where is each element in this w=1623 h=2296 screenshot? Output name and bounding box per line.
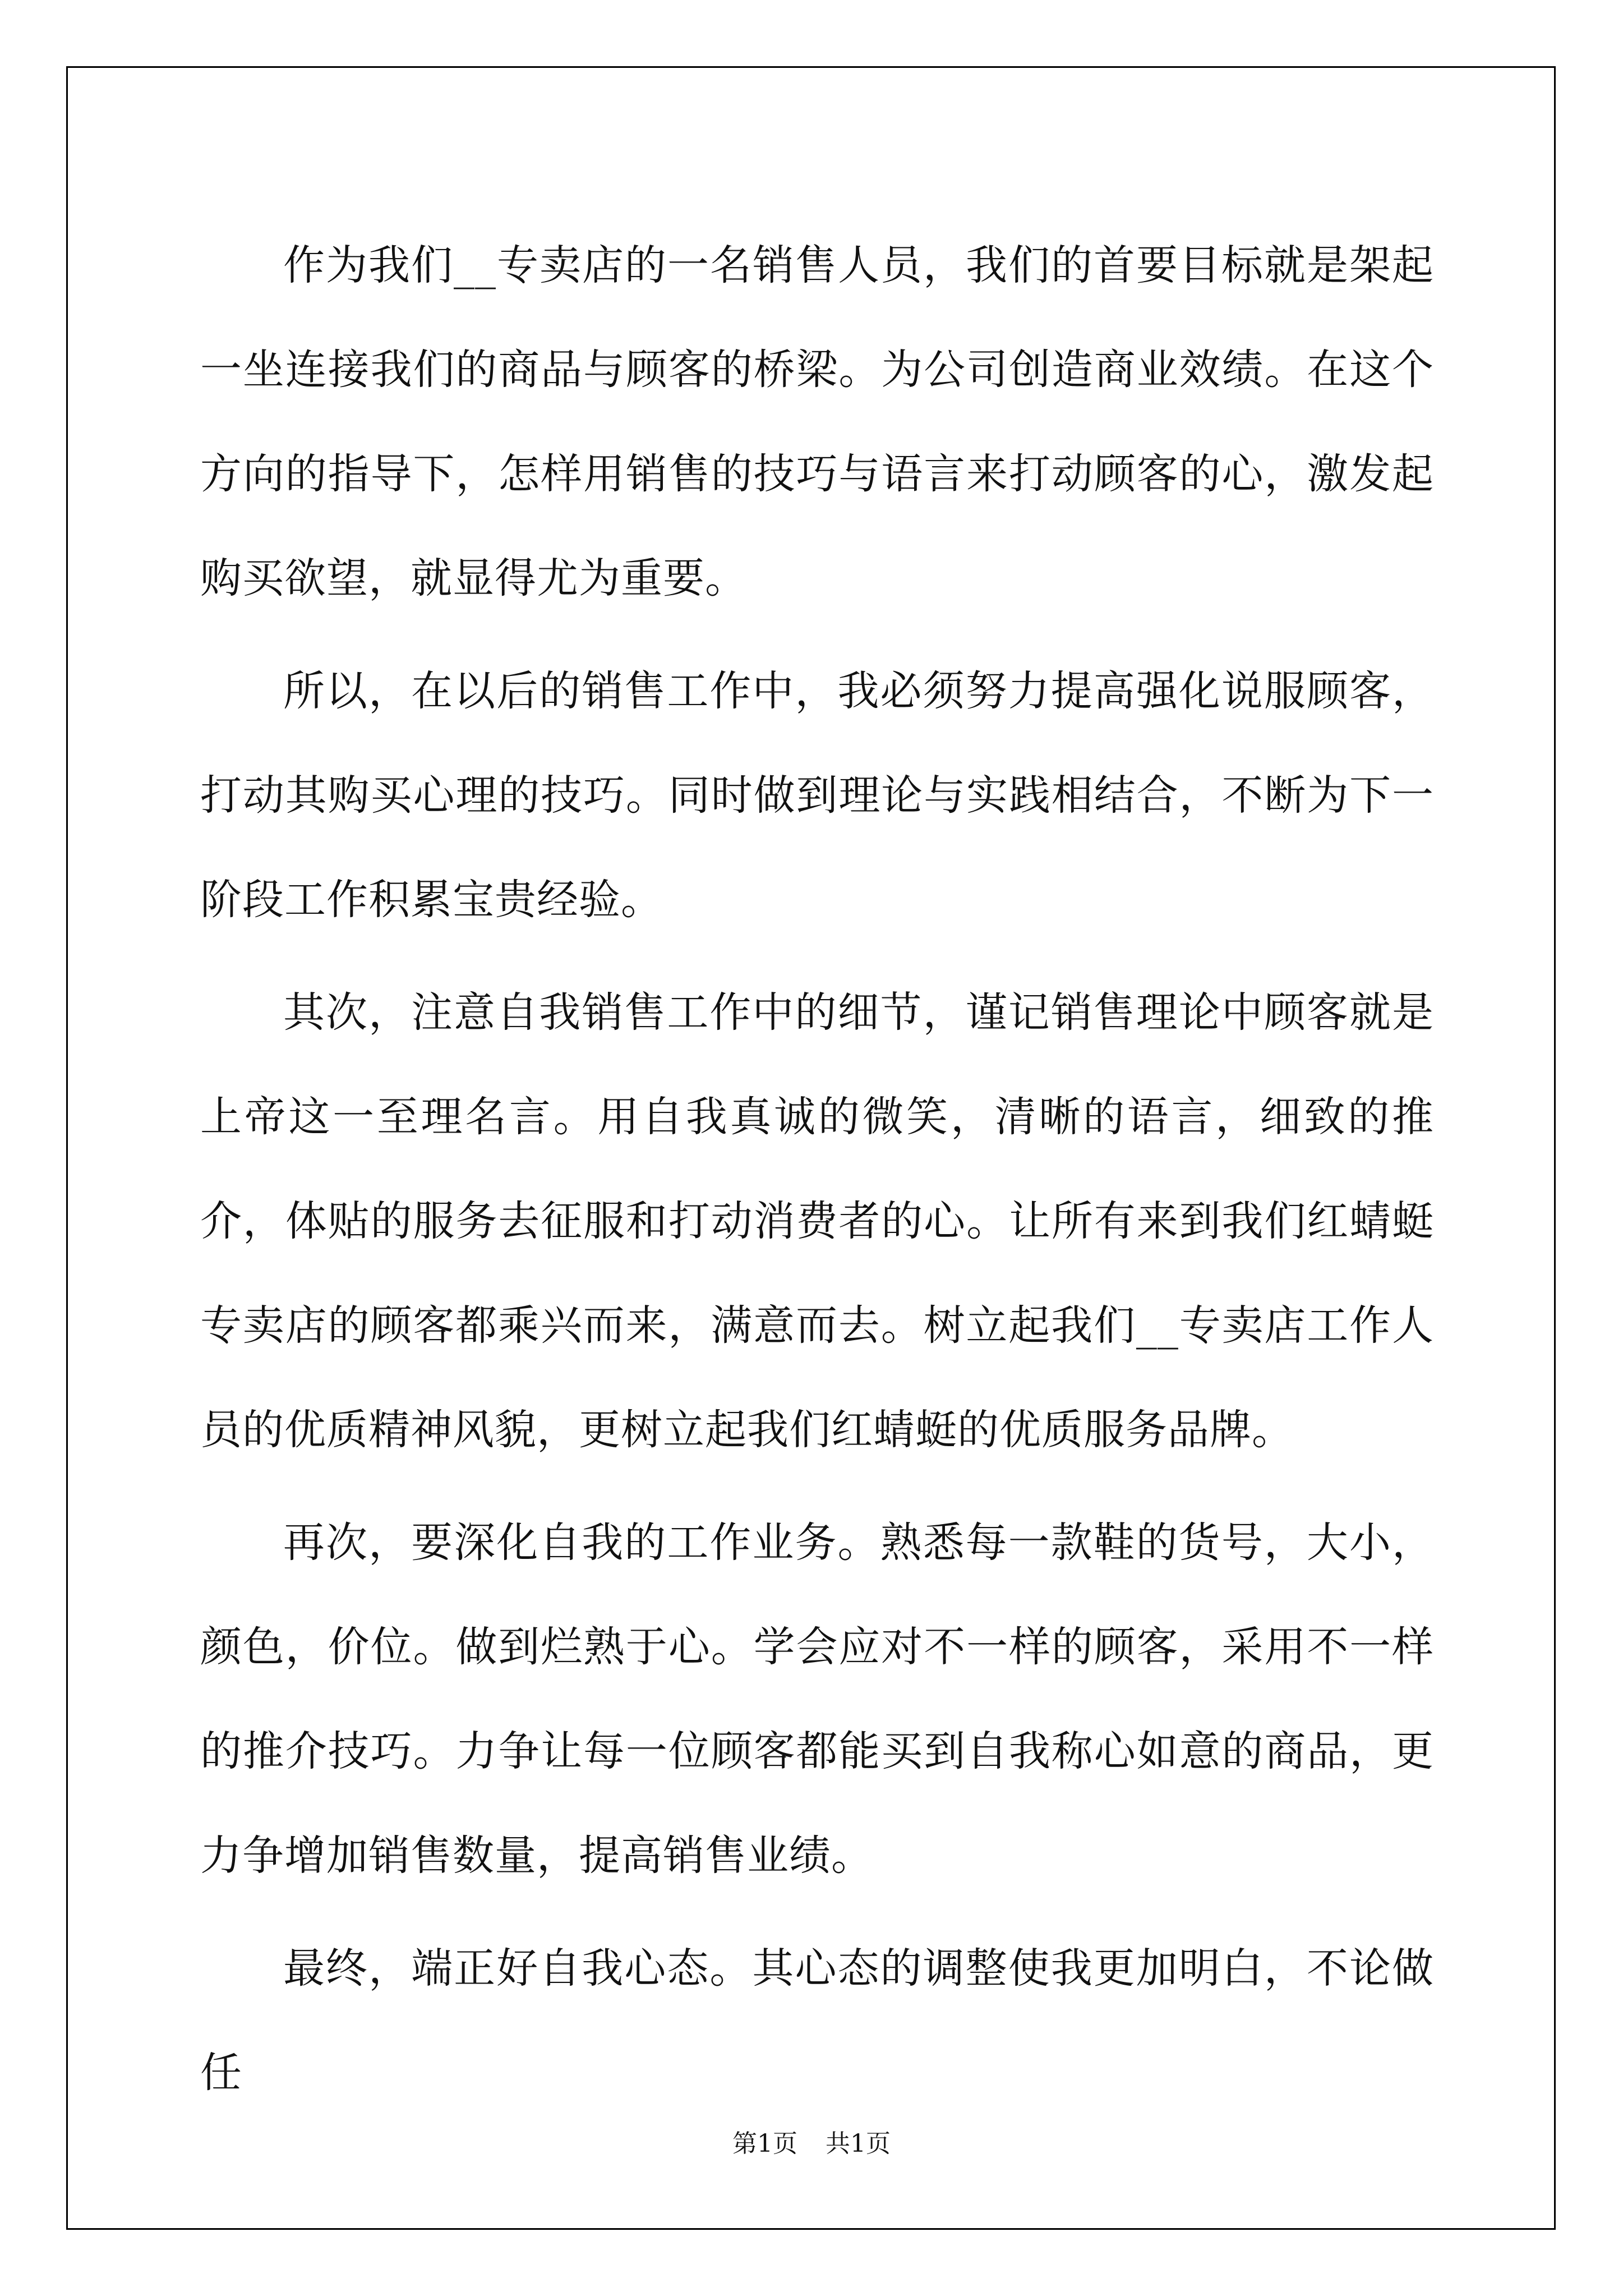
document-body [200,213,1434,2133]
paragraph: 作为我们__专卖店的一名销售人员，我们的首要目标就是架起一坐连接我们的商品与顾客的桥梁。为公司创造商业效绩。在这个方向的指导下，怎样用销售的技巧与语言来打动顾客的心，激发起购买欲望，就显得尤为重要。 [200,241,1434,602]
page-total: 共1页 [826,2129,891,2158]
paragraph: 所以，在以后的销售工作中，我必须努力提高强化说服顾客，打动其购买心理的技巧。同时做到理论与实践相结合，不断为下一阶段工作积累宝贵经验。 [200,667,1434,924]
page-footer [0,2127,1623,2161]
paragraph: 其次，注意自我销售工作中的细节，谨记销售理论中顾客就是上帝这一至理名言。用自我真诚的微笑，清晰的语言，细致的推介，体贴的服务去征服和打动消费者的心。让所有来到我们红蜻蜓专卖店的顾客都乘兴而来，满意而去。树立起我们__专卖店工作人员的优质精神风貌，更树立起我们红蜻蜓的优质服务品牌。 [200,988,1434,1454]
paragraph: 最终，端正好自我心态。其心态的调整使我更加明白，不论做任 [200,1944,1434,2097]
page-number: 第1页 [732,2129,797,2158]
paragraph: 再次，要深化自我的工作业务。熟悉每一款鞋的货号，大小，颜色，价位。做到烂熟于心。学会应对不一样的顾客，采用不一样的推介技巧。力争让每一位顾客都能买到自我称心如意的商品，更力争增加销售数量，提高销售业绩。 [200,1519,1434,1880]
